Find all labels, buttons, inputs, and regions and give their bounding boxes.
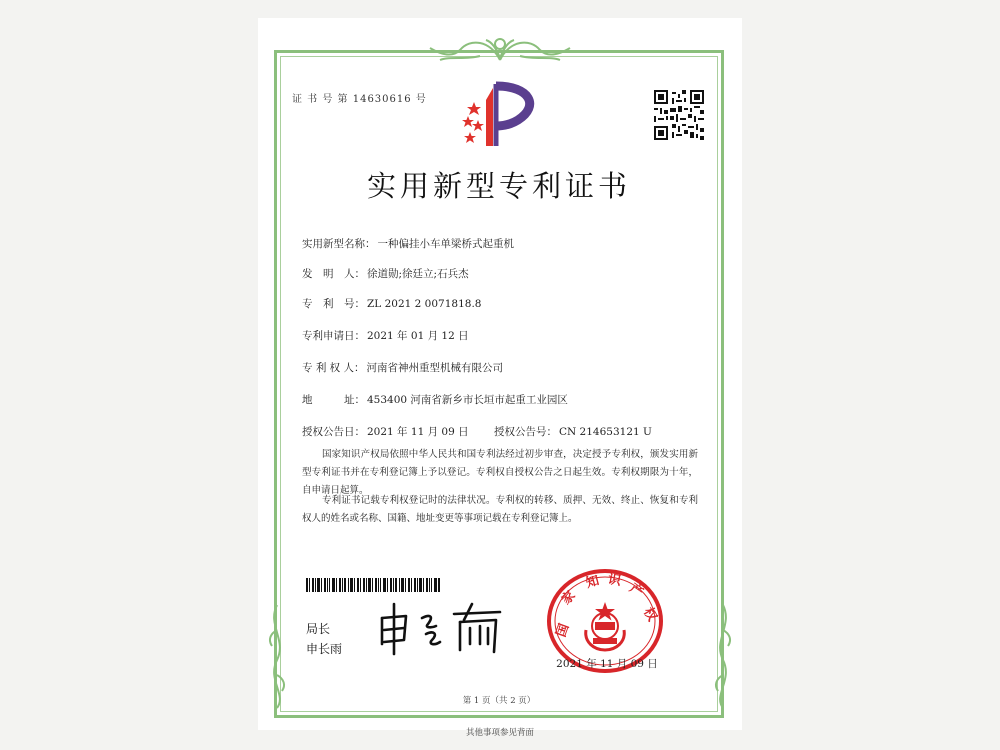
field-value: CN 214653121 U (559, 426, 652, 438)
field-label: 专利申请日： (302, 330, 365, 342)
signatory-role: 局长 (306, 622, 331, 636)
field-label: 实用新型名称： (302, 238, 376, 250)
svg-text:知: 知 (584, 573, 601, 592)
field-grant-date (302, 424, 469, 439)
signatory-name: 申长雨 (306, 642, 343, 656)
field-inventor (302, 266, 469, 281)
field-address (302, 392, 568, 407)
field-name (302, 236, 514, 251)
field-patentee (302, 360, 503, 375)
barcode-icon (306, 578, 440, 592)
field-value: 河南省神州重型机械有限公司 (366, 362, 504, 374)
certificate-number: 证 书 号 第 14630616 号 (292, 94, 427, 105)
svg-text:识: 识 (606, 572, 623, 590)
svg-text:家: 家 (558, 588, 579, 608)
legal-status-paragraph: 专利证书记载专利权登记时的法律状况。专利权的转移、质押、无效、终止、恢复和专利权人的姓名或名称、国籍、地址变更等事项记载在专利登记簿上。 (302, 495, 698, 524)
field-value: 徐道勋;徐廷立;石兵杰 (367, 268, 469, 280)
field-label: 发 明 人： (302, 268, 365, 280)
field-label: 授权公告号： (494, 426, 557, 438)
svg-text:国: 国 (553, 621, 573, 640)
qr-code-icon (654, 90, 704, 140)
field-value: 2021 年 11 月 09 日 (367, 426, 469, 438)
svg-text:权: 权 (640, 605, 660, 625)
field-label: 授权公告日： (302, 426, 365, 438)
field-value: 453400 河南省新乡市长垣市起重工业园区 (367, 394, 568, 406)
footer-note: 其他事项参见背面 (465, 728, 534, 738)
field-patent-no (302, 296, 481, 311)
certificate-title: 实用新型专利证书 (366, 169, 631, 203)
field-label: 地 址： (302, 394, 365, 406)
field-grant-no (494, 424, 652, 439)
handwritten-signature-icon (376, 600, 516, 656)
field-label: 专 利 号： (302, 298, 365, 310)
field-value: 2021 年 01 月 12 日 (367, 330, 469, 342)
field-label: 专 利 权 人： (302, 362, 365, 374)
page-number: 第 1 页（共 2 页） (462, 696, 536, 706)
field-value: 一种偏挂小车单梁桥式起重机 (377, 238, 514, 250)
seal-date: 2021 年 11 月 09 日 (556, 658, 658, 670)
grant-paragraph: 国家知识产权局依照中华人民共和国专利法经过初步审查，决定授予专利权，颁发实用新型专利证书并在专利登记簿上予以登记。专利权自授权公告之日起生效。专利权期限为十年，自申请日起算。 (302, 449, 698, 496)
field-filing-date (302, 328, 469, 343)
top-ornament-icon (420, 30, 580, 66)
svg-text:产: 产 (626, 580, 646, 601)
cnipa-logo-icon (460, 80, 542, 150)
field-value: ZL 2021 2 0071818.8 (367, 298, 482, 310)
